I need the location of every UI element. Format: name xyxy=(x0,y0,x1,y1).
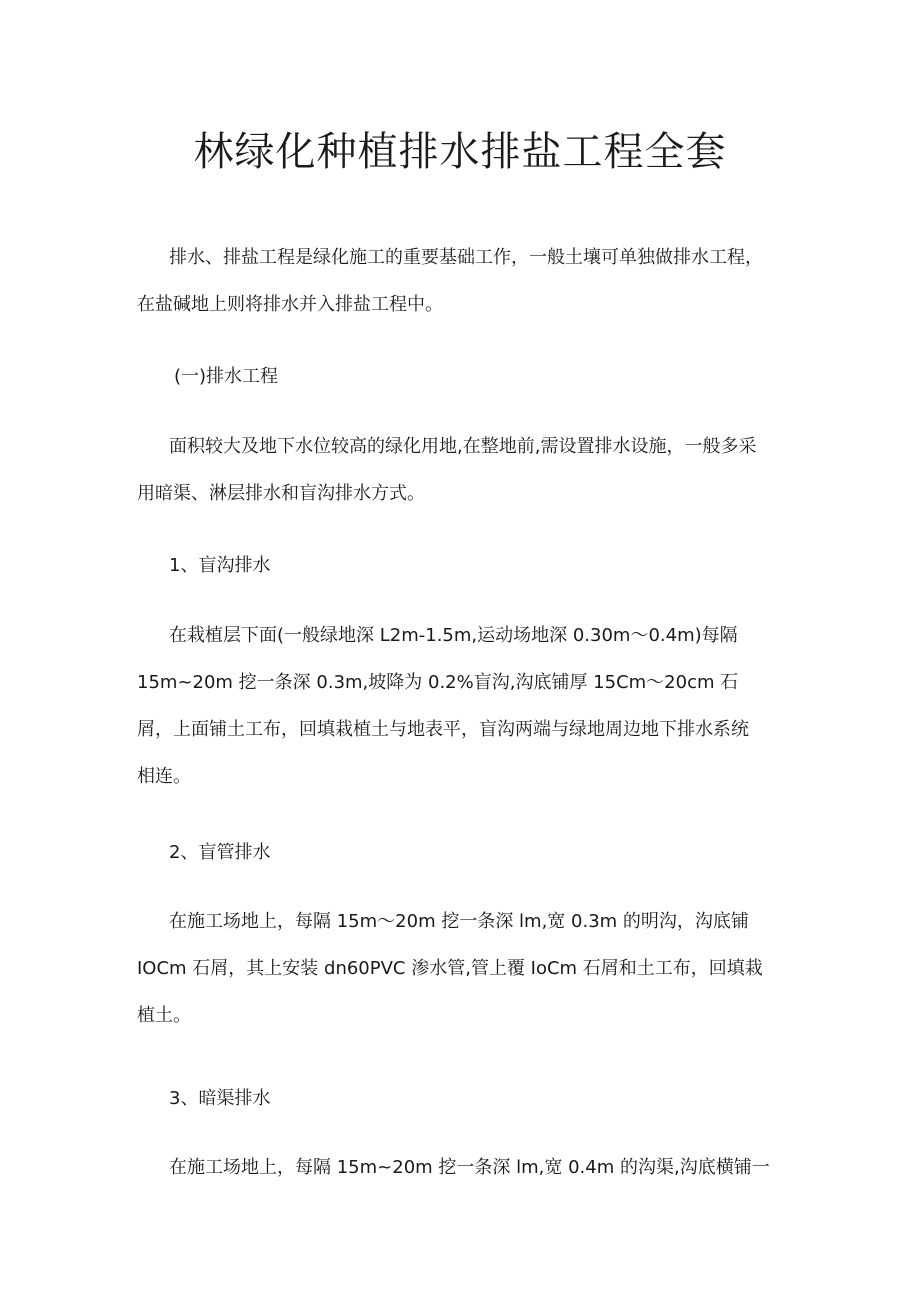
drainage-line-1: 面积较大及地下水位较高的绿化用地,在整地前,需设置排水设施，一般多采 xyxy=(169,436,757,457)
drainage-line-2: 用暗渠、淋层排水和盲沟排水方式。 xyxy=(137,483,425,504)
drainage-paragraph xyxy=(137,423,787,517)
section-heading-drainage: (一)排水工程 xyxy=(174,366,279,387)
item-heading-blind-pipe: 2、盲管排水 xyxy=(169,842,271,863)
document-title: 林绿化种植排水排盐工程全套 xyxy=(193,129,727,175)
item-heading-blind-ditch: 1、盲沟排水 xyxy=(169,555,271,576)
culvert-line-1: 在施工场地上，每隔 15m~20m 挖一条深 lm,宽 0.4m 的沟渠,沟底横铺一 xyxy=(169,1157,770,1178)
intro-line-2: 在盐碱地上则将排水并入排盐工程中。 xyxy=(137,294,443,315)
item-heading-culvert: 3、暗渠排水 xyxy=(169,1088,271,1109)
blind-ditch-line-4: 相连。 xyxy=(137,766,191,787)
blind-pipe-line-2: IOCm 石屑，其上安装 dn60PVC 渗水管,管上覆 IoCm 石屑和土工布，回填栽 xyxy=(137,958,763,979)
intro-paragraph xyxy=(137,234,787,328)
culvert-paragraph xyxy=(137,1144,787,1191)
blind-ditch-line-3: 屑，上面铺土工布，回填栽植土与地表平，盲沟两端与绿地周边地下排水系统 xyxy=(137,719,749,740)
blind-pipe-line-1: 在施工场地上，每隔 15m〜20m 挖一条深 lm,宽 0.3m 的明沟，沟底铺 xyxy=(169,911,749,932)
intro-line-1: 排水、排盐工程是绿化施工的重要基础工作，一般土壤可单独做排水工程， xyxy=(169,247,763,268)
blind-pipe-paragraph xyxy=(137,898,787,1039)
blind-ditch-paragraph xyxy=(137,612,787,800)
blind-ditch-line-1: 在栽植层下面(一般绿地深 L2m-1.5m,运动场地深 0.30m〜0.4m)每隔 xyxy=(169,625,738,646)
blind-pipe-line-3: 植土。 xyxy=(137,1005,191,1026)
blind-ditch-line-2: 15m~20m 挖一条深 0.3m,坡降为 0.2%盲沟,沟底铺厚 15Cm〜20cm 石 xyxy=(137,672,739,693)
